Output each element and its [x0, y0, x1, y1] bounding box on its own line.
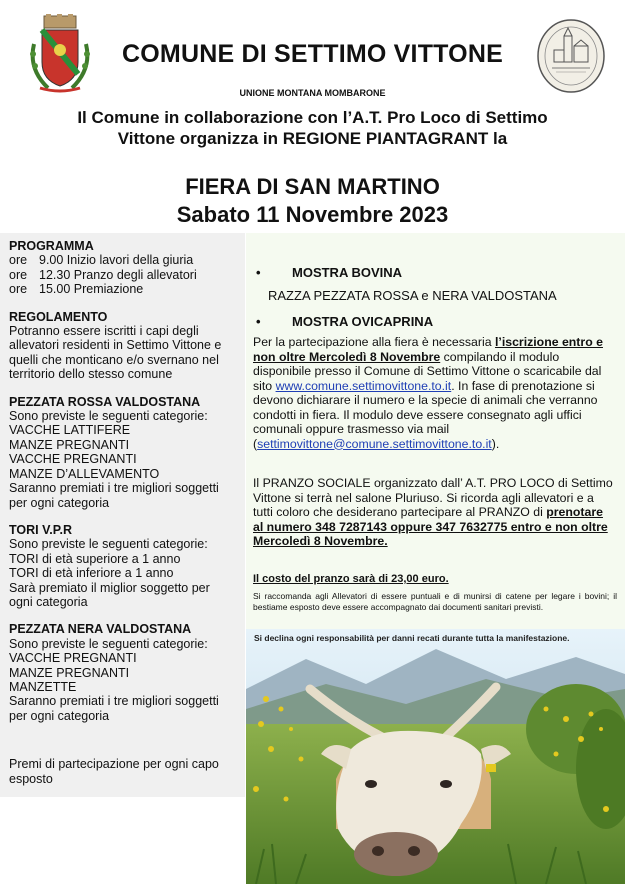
pezzata-rossa-line: Saranno premiati i tre migliori soggetti — [9, 481, 219, 496]
right-column — [246, 233, 625, 629]
tori-title: TORI V.P.R — [9, 522, 72, 537]
premi-line: esposto — [9, 771, 53, 786]
tori-line: TORI di età superiore a 1 anno — [9, 551, 181, 566]
event-title: FIERA DI SAN MARTINO — [185, 174, 440, 199]
tori-line: Sono previste le seguenti categorie: — [9, 537, 208, 552]
programma-item: ore 15.00 Premiazione — [9, 282, 144, 297]
bullet-icon: • — [256, 265, 261, 280]
pezzata-nera-line: MANZE PREGNANTI — [9, 665, 130, 680]
pezzata-nera-line: MANZETTE — [9, 679, 77, 694]
regolamento-line: Potranno essere iscritti i capi degli — [9, 324, 199, 339]
mostra-bovina: • MOSTRA BOVINA — [256, 265, 403, 280]
mostra-ovicaprina: • MOSTRA OVICAPRINA — [256, 314, 434, 329]
regolamento-line: allevatori residenti in Settimo Vittone e — [9, 338, 222, 353]
iscrizione-paragraph: Per la partecipazione alla fiera è necessaria l’iscrizione entro e non oltre Mercoledì 8 Novembre compilando il modulo disponibile presso il Comune di Settimo Vittone o scaricabile dal sito www.comune.settimovittone.to.it. In fase di prenotazione si devono dichiarare il numero e la specie di animali che verranno condotti in fiera. Il modulo deve essere consegnato agli uffici comunali oppure trasmesso via mail (settimovittone@comune.settimovittone.to.it). — [253, 335, 603, 451]
pezzata-nera-line: Sono previste le seguenti categorie: — [9, 636, 208, 651]
pezzata-nera-line: Saranno premiati i tre migliori soggetti — [9, 694, 219, 709]
costo-text: Il costo del pranzo sarà di 23,00 euro. — [253, 573, 449, 585]
pezzata-rossa-line: per ogni categoria — [9, 495, 110, 510]
left-column — [0, 233, 245, 797]
cow-image — [246, 629, 625, 884]
pezzata-rossa-line: MANZE D’ALLEVAMENTO — [9, 466, 160, 481]
responsabilita-text: Si declina ogni responsabilità per danni recati durante tutta la manifestazione. — [254, 633, 570, 643]
regolamento-title: REGOLAMENTO — [9, 309, 108, 324]
intro-line-2: Vittone organizza in REGIONE PIANTAGRANT la — [117, 129, 508, 148]
bullet-icon: • — [256, 314, 261, 329]
pezzata-nera-title: PEZZATA NERA VALDOSTANA — [9, 622, 192, 637]
programma-item: ore 12.30 Pranzo degli allevatori — [9, 267, 197, 282]
pezzata-rossa-line: VACCHE PREGNANTI — [9, 452, 137, 467]
pezzata-nera-line: per ogni categoria — [9, 708, 110, 723]
subtitle: UNIONE MONTANA MOMBARONE — [239, 88, 386, 98]
page-title: COMUNE DI SETTIMO VITTONE — [122, 40, 503, 68]
pezzata-rossa-line: Sono previste le seguenti categorie: — [9, 409, 208, 424]
pezzata-rossa-line: MANZE PREGNANTI — [9, 437, 130, 452]
tori-line: Sarà premiato il miglior soggetto per — [9, 580, 210, 595]
pranzo-paragraph: Il PRANZO SOCIALE organizzato dall’ A.T. PRO LOCO di Settimo Vittone si terrà nel salone Pluriuso. Si ricorda agli allevatori e a tutti coloro che desiderano partecipare al PRANZO di prenotare al numero 348 7287143 oppure 347 7632775 entro e non oltre Mercoledì 8 Novembre. — [253, 476, 613, 548]
cow-photo — [246, 629, 625, 884]
event-date: Sabato 11 Novembre 2023 — [176, 202, 449, 227]
pezzata-rossa-line: VACCHE LATTIFERE — [9, 423, 131, 438]
regolamento-line: territorio dello stesso comune — [9, 367, 173, 382]
tori-line: ogni categoria — [9, 594, 88, 609]
email-link[interactable]: settimovittone@comune.settimovittone.to.it — [257, 436, 492, 451]
tori-line: TORI di età inferiore a 1 anno — [9, 566, 174, 581]
intro-text — [40, 107, 585, 149]
premi-line: Premi di partecipazione per ogni capo — [9, 757, 219, 772]
website-link[interactable]: www.comune.settimovittone.to.it — [275, 378, 452, 393]
regolamento-line: quelli che monticano e/o svernano nel — [9, 352, 219, 367]
programma-item: ore 9.00 Inizio lavori della giuria — [9, 253, 194, 268]
pezzata-rossa-title: PEZZATA ROSSA VALDOSTANA — [9, 394, 201, 409]
programma-title: PROGRAMMA — [9, 239, 94, 253]
pezzata-nera-line: VACCHE PREGNANTI — [9, 651, 137, 666]
raccomanda-text: Si raccomanda agli Allevatori di essere puntuali e di munirsi di catene per legare i bovini; il bestiame esposto deve essere accompagnato dai documenti sanitari previsti. — [253, 591, 617, 612]
razza-text: RAZZA PEZZATA ROSSA e NERA VALDOSTANA — [268, 288, 557, 303]
intro-line-1: Il Comune in collaborazione con l’A.T. Pro Loco di Settimo — [77, 108, 548, 127]
